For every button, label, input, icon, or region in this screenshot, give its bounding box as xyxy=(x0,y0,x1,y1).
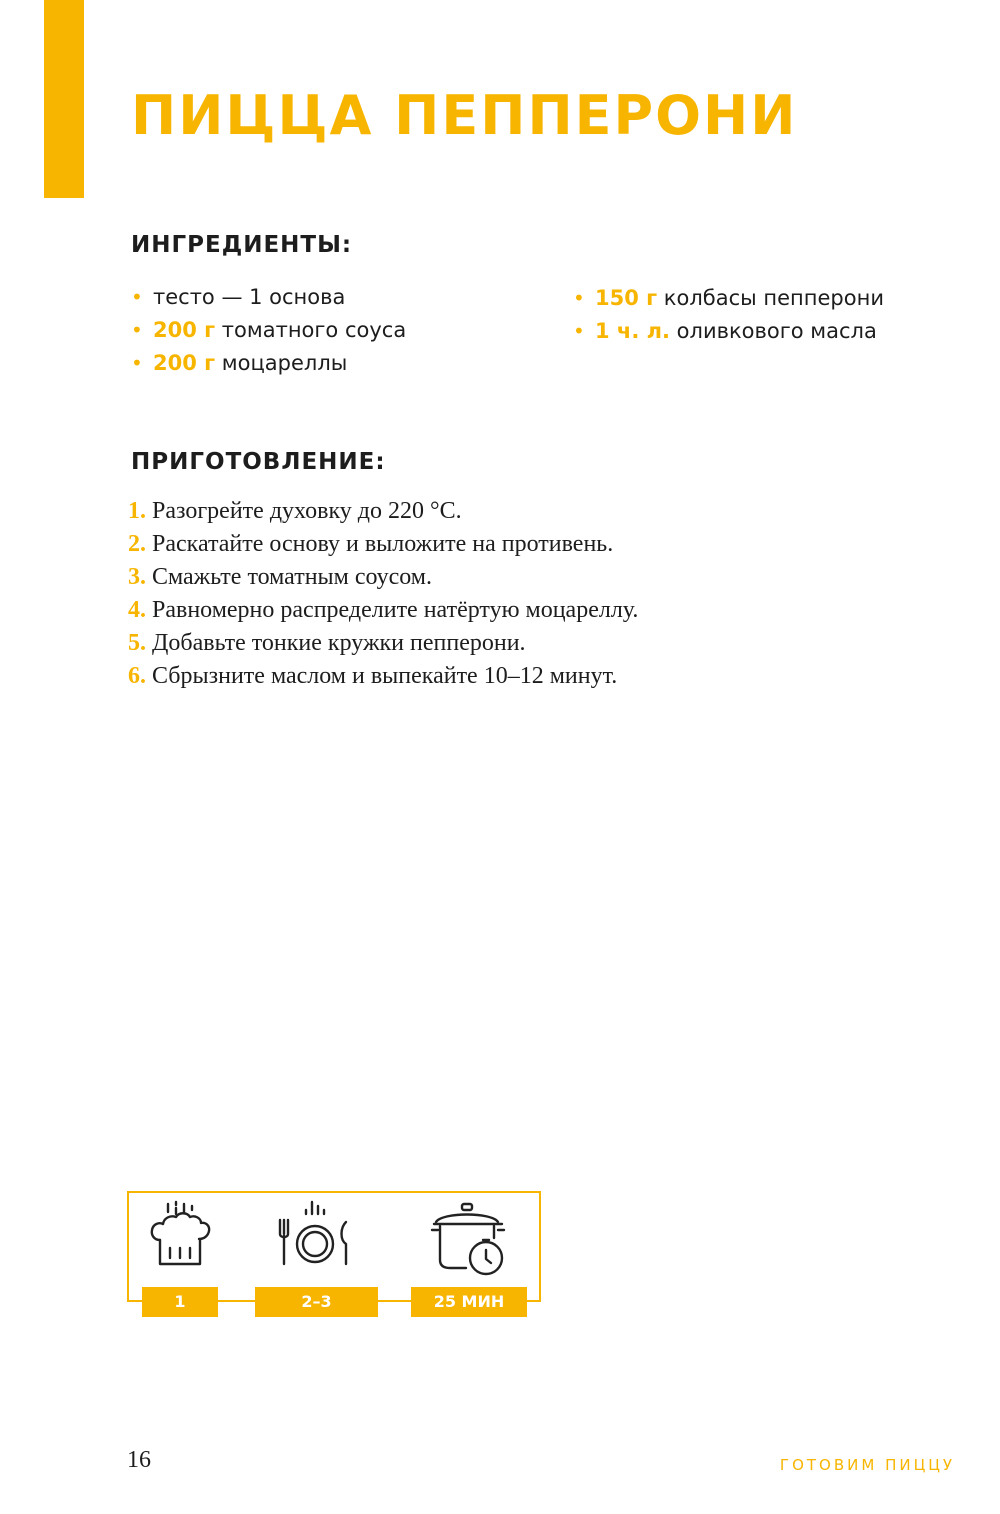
page-title: ПИЦЦА ПЕППЕРОНИ xyxy=(131,84,798,147)
step-item: 2. Раскатайте основу и выложите на противень. xyxy=(128,531,614,557)
step-item: 5. Добавьте тонкие кружки пепперони. xyxy=(128,630,526,656)
bullet-icon: • xyxy=(573,286,585,310)
running-head: ГОТОВИМ ПИЦЦУ xyxy=(779,1456,955,1474)
difficulty-badge: 1 xyxy=(142,1287,218,1317)
info-box-bottom-line xyxy=(127,1300,142,1302)
step-item: 6. Сбрызните маслом и выпекайте 10–12 минут. xyxy=(128,663,618,689)
ingredient-item: • 1 ч. л. оливкового масла xyxy=(573,315,884,348)
plate-cutlery-icon xyxy=(272,1198,354,1270)
time-badge: 25 МИН xyxy=(411,1287,527,1317)
info-box-bottom-line xyxy=(378,1300,411,1302)
bullet-icon: • xyxy=(131,318,143,342)
pot-timer-icon xyxy=(430,1200,512,1282)
step-item: 4. Равномерно распределите натёртую моцареллу. xyxy=(128,597,639,623)
ingredient-item: • 200 г томатного соуса xyxy=(131,314,406,347)
servings-badge: 2–3 xyxy=(255,1287,378,1317)
bullet-icon: • xyxy=(131,285,143,309)
ingredient-item: • 150 г колбасы пепперони xyxy=(573,282,884,315)
step-item: 1. Разогрейте духовку до 220 °C. xyxy=(128,498,462,524)
preparation-heading: ПРИГОТОВЛЕНИЕ: xyxy=(131,449,386,475)
accent-bar xyxy=(44,0,84,198)
bullet-icon: • xyxy=(573,319,585,343)
preparation-steps xyxy=(128,495,638,693)
step-item: 3. Смажьте томатным соусом. xyxy=(128,564,432,590)
ingredients-list-right xyxy=(573,282,884,348)
ingredients-heading: ИНГРЕДИЕНТЫ: xyxy=(131,232,353,258)
info-box-bottom-line xyxy=(527,1300,541,1302)
ingredient-item: • тесто — 1 основа xyxy=(131,281,406,314)
ingredient-item: • 200 г моцареллы xyxy=(131,347,406,380)
page-number: 16 xyxy=(127,1447,151,1473)
ingredients-list-left xyxy=(131,281,406,380)
info-box-bottom-line xyxy=(218,1300,255,1302)
chef-hat-icon xyxy=(146,1200,214,1272)
bullet-icon: • xyxy=(131,351,143,375)
